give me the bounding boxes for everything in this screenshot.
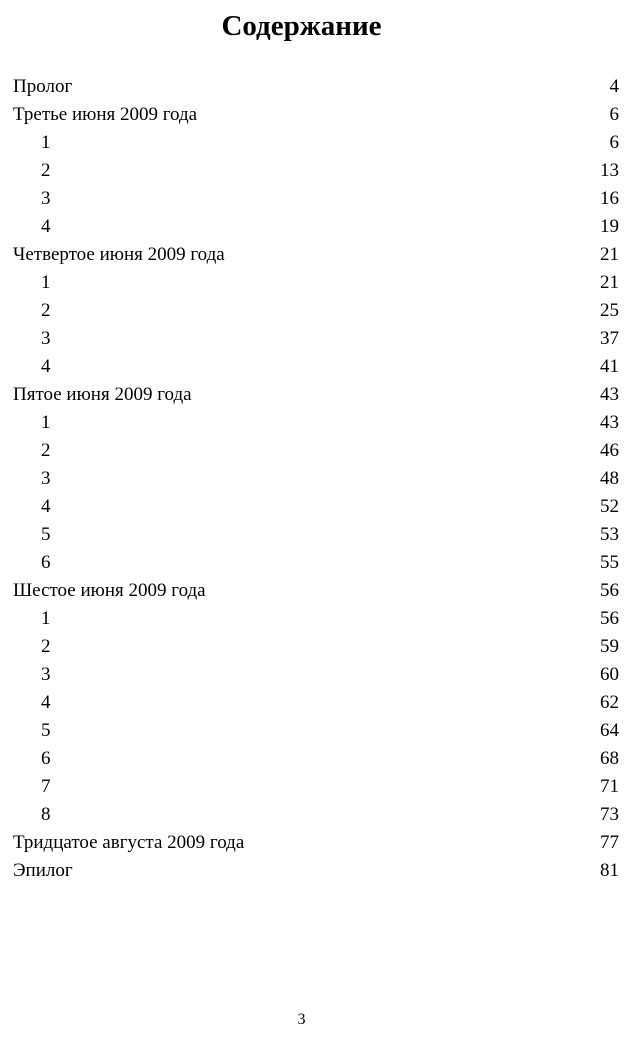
toc-entry-page: 6 (609, 104, 619, 125)
toc-entry-page: 46 (600, 440, 619, 461)
toc-entry-page: 43 (600, 384, 619, 405)
toc-entry-label: 7 (41, 776, 51, 797)
toc-entry-page: 68 (600, 748, 619, 769)
toc-subentry[interactable] (13, 773, 619, 801)
toc-entry[interactable] (13, 829, 619, 857)
toc-subentry[interactable] (13, 801, 619, 829)
toc-entry-label: 2 (41, 636, 51, 657)
page-number: 3 (297, 1011, 306, 1028)
toc-subentry[interactable] (13, 689, 619, 717)
toc-subentry[interactable] (13, 605, 619, 633)
toc-entry-label: Тридцатое августа 2009 года (13, 832, 245, 853)
toc-subentry[interactable] (13, 549, 619, 577)
toc-entry-page: 19 (600, 216, 619, 237)
toc-entry-label: 2 (41, 440, 51, 461)
toc-entry-page: 81 (600, 860, 619, 881)
toc-entry-page: 21 (600, 244, 619, 265)
toc-entry[interactable] (13, 241, 619, 269)
toc-subentry[interactable] (13, 437, 619, 465)
toc-subentry[interactable] (13, 717, 619, 745)
toc-entry-label: 4 (41, 496, 51, 517)
toc-entry-label: 4 (41, 216, 51, 237)
toc-entry-label: 1 (41, 608, 51, 629)
toc-subentry[interactable] (13, 157, 619, 185)
toc-entry-page: 4 (609, 76, 619, 97)
toc-subentry[interactable] (13, 297, 619, 325)
toc-entry-label: 5 (41, 524, 51, 545)
toc-subentry[interactable] (13, 213, 619, 241)
toc-subentry[interactable] (13, 745, 619, 773)
toc-entry[interactable] (13, 381, 619, 409)
toc-entry-label: 2 (41, 160, 51, 181)
toc-entry-page: 60 (600, 664, 619, 685)
toc-subentry[interactable] (13, 185, 619, 213)
toc-entry-label: 2 (41, 300, 51, 321)
toc-subentry[interactable] (13, 633, 619, 661)
toc-entry-label: Эпилог (13, 860, 73, 881)
toc-entry-page: 59 (600, 636, 619, 657)
toc-entry-page: 13 (600, 160, 619, 181)
toc-entry-label: 3 (41, 468, 51, 489)
toc-subentry[interactable] (13, 269, 619, 297)
toc-entry-label: 5 (41, 720, 51, 741)
toc-subentry[interactable] (13, 353, 619, 381)
toc-subentry[interactable] (13, 465, 619, 493)
toc-entry-page: 53 (600, 524, 619, 545)
toc-entry-label: 4 (41, 356, 51, 377)
toc-entry-page: 52 (600, 496, 619, 517)
toc-subentry[interactable] (13, 661, 619, 689)
toc-subentry[interactable] (13, 129, 619, 157)
toc-entry-page: 71 (600, 776, 619, 797)
toc-entry-label: 1 (41, 132, 51, 153)
page-title: Содержание (221, 10, 382, 42)
toc-entry-label: 1 (41, 272, 51, 293)
toc-entry-page: 25 (600, 300, 619, 321)
toc-entry-page: 64 (600, 720, 619, 741)
toc-entry-label: Третье июня 2009 года (13, 104, 198, 125)
toc-entry-page: 41 (600, 356, 619, 377)
toc-entry-label: 8 (41, 804, 51, 825)
toc-entry-label: 6 (41, 748, 51, 769)
toc-entry-label: 3 (41, 328, 51, 349)
toc-entry-label: Пролог (13, 76, 73, 97)
toc-entry-label: 3 (41, 664, 51, 685)
toc-entry-page: 16 (600, 188, 619, 209)
toc-entry-page: 56 (600, 580, 619, 601)
toc-subentry[interactable] (13, 409, 619, 437)
toc-entry-label: 1 (41, 412, 51, 433)
toc-entry[interactable] (13, 577, 619, 605)
toc-entry[interactable] (13, 101, 619, 129)
toc-entry-page: 62 (600, 692, 619, 713)
toc-entry[interactable] (13, 857, 619, 885)
toc-subentry[interactable] (13, 521, 619, 549)
toc-entry-label: Пятое июня 2009 года (13, 384, 192, 405)
toc-entry-label: 4 (41, 692, 51, 713)
toc-entry-page: 6 (609, 132, 619, 153)
toc-entry-page: 21 (600, 272, 619, 293)
toc-entry-page: 43 (600, 412, 619, 433)
toc-entry-label: 3 (41, 188, 51, 209)
toc-entry-label: Четвертое июня 2009 года (13, 244, 225, 265)
toc-subentry[interactable] (13, 325, 619, 353)
table-of-contents (13, 73, 619, 885)
toc-entry-page: 56 (600, 608, 619, 629)
toc-entry-label: 6 (41, 552, 51, 573)
toc-entry-page: 37 (600, 328, 619, 349)
toc-entry-page: 77 (600, 832, 619, 853)
toc-subentry[interactable] (13, 493, 619, 521)
toc-entry-page: 48 (600, 468, 619, 489)
toc-entry-page: 73 (600, 804, 619, 825)
toc-entry[interactable] (13, 73, 619, 101)
toc-entry-label: Шестое июня 2009 года (13, 580, 206, 601)
toc-entry-page: 55 (600, 552, 619, 573)
